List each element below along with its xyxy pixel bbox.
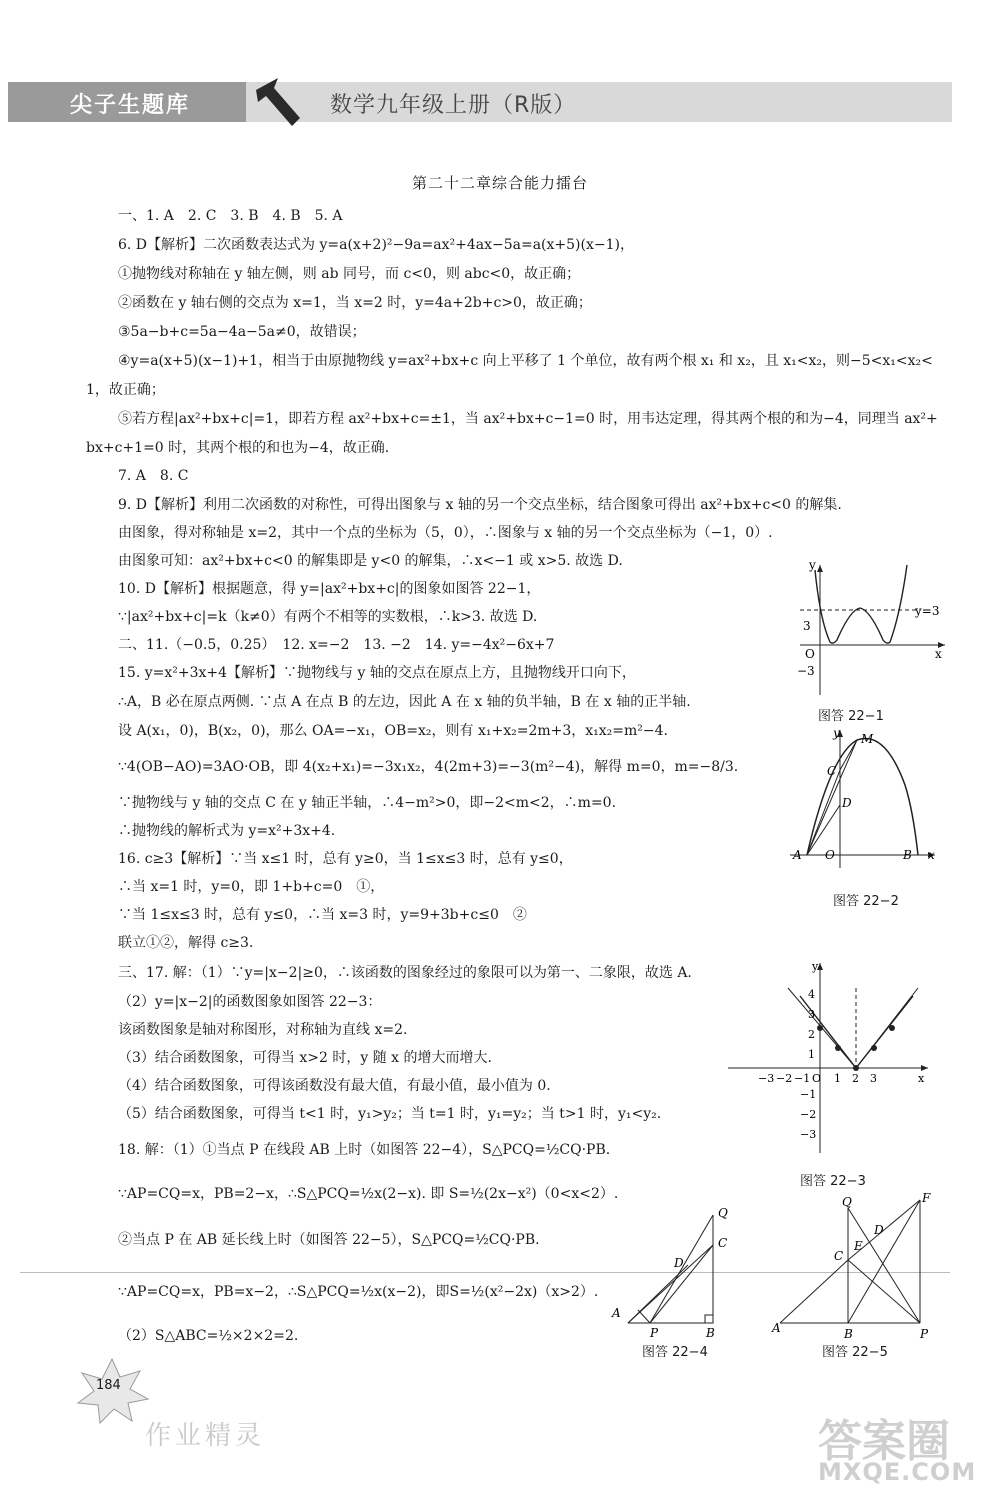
answer-line: 1，故正确； — [86, 382, 165, 398]
fig1-tick-neg3: −3 — [797, 664, 815, 678]
answer-line: ②函数在 y 轴右侧的交点为 x=1，当 x=2 时，y=4a+2b+c>0，故正确； — [118, 295, 592, 311]
footer-logo-text: 作业精灵 — [145, 1421, 266, 1451]
answer-line: ∵AP=CQ=x，PB=x−2，∴S△PCQ=½x(x−2)，即S=½(x²−2x)（x>2）. — [118, 1284, 599, 1300]
answer-line: （4）结合函数图象，可得该函数没有最大值，有最小值，最小值为 0. — [118, 1078, 551, 1094]
caption-22-5: 图答 22−5 — [822, 1345, 888, 1360]
fig1-y-label: y — [809, 560, 816, 572]
caption-22-1: 图答 22−1 — [818, 709, 884, 724]
answer-line: ∴当 x=1 时，y=0，即 1+b+c=0 ①， — [118, 879, 385, 895]
answer-line: ①抛物线对称轴在 y 轴左侧，则 ab 同号，而 c<0，则 abc<0，故正确； — [118, 266, 581, 282]
caption-22-3: 图答 22−3 — [800, 1174, 866, 1189]
page-title: 第二十二章综合能力擂台 — [411, 174, 588, 192]
fig5-Q: Q — [842, 1195, 852, 1209]
brand-title: 尖子生题库 — [70, 93, 191, 118]
answer-line: ∴A，B 必在原点两侧. ∵点 A 在点 B 的左边，因此 A 在 x 轴的负半轴，B 在 x 轴的正半轴. — [118, 694, 691, 710]
page-number: 184 — [96, 1378, 121, 1393]
fig2-A: A — [793, 848, 802, 862]
answer-line: 联立①②，解得 c≥3. — [118, 935, 254, 951]
fig3-xtick: −1 — [794, 1072, 811, 1085]
fig3-ytick: −1 — [800, 1088, 817, 1101]
answer-line: ∵AP=CQ=x，PB=2−x，∴S△PCQ=½x(2−x). 即 S=½(2x−x²)（0<x<2）. — [118, 1186, 619, 1202]
answer-line: ∴抛物线的解析式为 y=x²+3x+4. — [118, 823, 336, 839]
fig3-xtick: 3 — [870, 1072, 877, 1085]
fig5-D: D — [874, 1223, 884, 1237]
fig2-x-label: x — [928, 848, 935, 862]
fig3-ytick: −2 — [800, 1108, 817, 1121]
answer-line: ④y=a(x+5)(x−1)+1，相当于由原抛物线 y=ax²+bx+c 向上平移了 1 个单位，故有两个根 x₁ 和 x₂，且 x₁<x₂，则−5<x₁<x₂< — [118, 353, 933, 369]
fig4-Q: Q — [718, 1206, 728, 1220]
arrow-icon — [248, 72, 308, 132]
figure-22-5 — [770, 1190, 950, 1340]
answer-line: 7. A 8. C — [118, 468, 189, 484]
caption-22-2: 图答 22−2 — [833, 894, 899, 909]
answer-line: bx+c+1=0 时，其两个根的和也为−4，故正确. — [86, 440, 390, 456]
fig4-D: D — [674, 1256, 684, 1270]
answer-line: 16. c≥3【解析】∵当 x≤1 时，总有 y≥0，当 1≤x≤3 时，总有 y≤0， — [118, 851, 573, 867]
book-title: 数学九年级上册（R版） — [330, 93, 577, 118]
fig4-A: A — [612, 1306, 621, 1320]
answer-line: 一、1. A 2. C 3. B 4. B 5. A — [118, 208, 343, 224]
fig2-B: B — [903, 848, 912, 862]
fig4-B: B — [706, 1326, 715, 1340]
fig3-ytick: 4 — [808, 988, 815, 1001]
answer-line: 由图象可知：ax²+bx+c<0 的解集即是 y<0 的解集，∴x<−1 或 x>5. 故选 D. — [118, 553, 623, 569]
fig3-xtick: −2 — [776, 1072, 793, 1085]
answer-line: 6. D【解析】二次函数表达式为 y=a(x+2)²−9a=ax²+4ax−5a=a(x+5)(x−1)， — [118, 237, 634, 253]
answer-line: 设 A(x₁，0)，B(x₂，0)，那么 OA=−x₁，OB=x₂，则有 x₁+x₂=2m+3，x₁x₂=m²−4. — [118, 723, 669, 739]
fig5-P: P — [920, 1327, 929, 1340]
fig2-C: C — [827, 764, 837, 778]
answer-line: 由图象，得对称轴是 x=2，其中一个点的坐标为（5，0），∴图象与 x 轴的另一个交点坐标为（−1，0）. — [118, 525, 773, 541]
answer-line: ②当点 P 在 AB 延长线上时（如图答 22−5），S△PCQ=½CQ·PB. — [118, 1232, 540, 1248]
figure-22-4 — [608, 1205, 758, 1340]
fig1-origin: O — [805, 647, 815, 661]
fig3-xtick: −3 — [758, 1072, 775, 1085]
fig4-C: C — [718, 1236, 728, 1250]
answer-line: 该函数图象是轴对称图形，对称轴为直线 x=2. — [118, 1022, 408, 1038]
fig3-x-label: x — [918, 1072, 925, 1085]
answer-line: （5）结合函数图象，可得当 t<1 时，y₁>y₂；当 t=1 时，y₁=y₂；当 t>1 时，y₁<y₂. — [118, 1106, 662, 1122]
fig3-origin: O — [812, 1072, 822, 1085]
answer-line: （2）S△ABC=½×2×2=2. — [118, 1328, 299, 1344]
figure-22-3 — [728, 958, 946, 1158]
answer-line: 18. 解：（1）①当点 P 在线段 AB 上时（如图答 22−4），S△PCQ=½CQ·PB. — [118, 1142, 611, 1158]
fig2-y-label: y — [833, 726, 840, 740]
fig3-ytick: 1 — [808, 1048, 815, 1061]
fig1-line-label: y=3 — [915, 604, 940, 618]
watermark-logo: 答案圈 — [818, 1416, 950, 1467]
fig3-xtick: 1 — [834, 1072, 841, 1085]
answer-line: ③5a−b+c=5a−4a−5a≠0，故错误； — [118, 324, 366, 340]
fig5-A: A — [772, 1321, 781, 1335]
caption-22-4: 图答 22−4 — [642, 1345, 708, 1360]
figure-22-2 — [785, 725, 945, 870]
answer-line: ∵|ax²+bx+c|=k（k≠0）有两个不相等的实数根，∴k>3. 故选 D. — [118, 609, 538, 625]
fig5-E: E — [854, 1239, 863, 1253]
answer-line: ∵抛物线与 y 轴的交点 C 在 y 轴正半轴，∴4−m²>0，即−2<m<2，∴m=0. — [118, 795, 617, 811]
answer-line: （3）结合函数图象，可得当 x>2 时，y 随 x 的增大而增大. — [118, 1050, 492, 1066]
fig1-tick-3: 3 — [803, 619, 811, 633]
watermark-url: MXQE.COM — [818, 1458, 977, 1486]
answer-line: 15. y=x²+3x+4【解析】∵抛物线与 y 轴的交点在原点上方，且抛物线开口向下， — [118, 665, 636, 681]
fig2-O: O — [825, 848, 835, 862]
answer-line: 9. D【解析】利用二次函数的对称性，可得出图象与 x 轴的另一个交点坐标，结合图象可得出 ax²+bx+c<0 的解集. — [118, 497, 842, 513]
answer-line: 二、11.（−0.5，0.25） 12. x=−2 13. −2 14. y=−4x²−6x+7 — [118, 637, 555, 653]
fig3-y-label: y — [812, 960, 819, 973]
fig5-C: C — [834, 1249, 844, 1263]
answer-line: 三、17. 解：（1）∵y=|x−2|≥0，∴该函数的图象经过的象限可以为第一、二象限，故选 A. — [118, 965, 692, 981]
fig3-ytick: 3 — [808, 1008, 815, 1021]
answer-line: ∵4(OB−AO)=3AO·OB，即 4(x₂+x₁)=−3x₁x₂，4(2m+3)=−3(m²−4)，解得 m=0，m=−8/3. — [118, 759, 739, 775]
figure-22-1 — [795, 560, 955, 700]
answer-line: ∵当 1≤x≤3 时，总有 y≤0，∴当 x=3 时，y=9+3b+c≤0 ② — [118, 907, 527, 923]
fig1-x-label: x — [935, 647, 942, 661]
fig2-D: D — [842, 796, 852, 810]
answer-line: 10. D【解析】根据题意，得 y=|ax²+bx+c|的图象如图答 22−1， — [118, 581, 541, 597]
fig2-M: M — [861, 732, 874, 746]
fig3-ytick: 2 — [808, 1028, 815, 1041]
answer-line: ⑤若方程|ax²+bx+c|=1，即若方程 ax²+bx+c=±1，当 ax²+bx+c−1=0 时，用韦达定理，得其两个根的和为−4，同理当 ax²+ — [118, 411, 938, 427]
fig3-ytick: −3 — [800, 1128, 817, 1141]
fig5-F: F — [922, 1191, 931, 1205]
fig4-P: P — [650, 1326, 659, 1340]
fig3-xtick: 2 — [852, 1072, 859, 1085]
fig5-B: B — [844, 1327, 853, 1340]
answer-line: （2）y=|x−2|的函数图象如图答 22−3： — [118, 994, 382, 1010]
